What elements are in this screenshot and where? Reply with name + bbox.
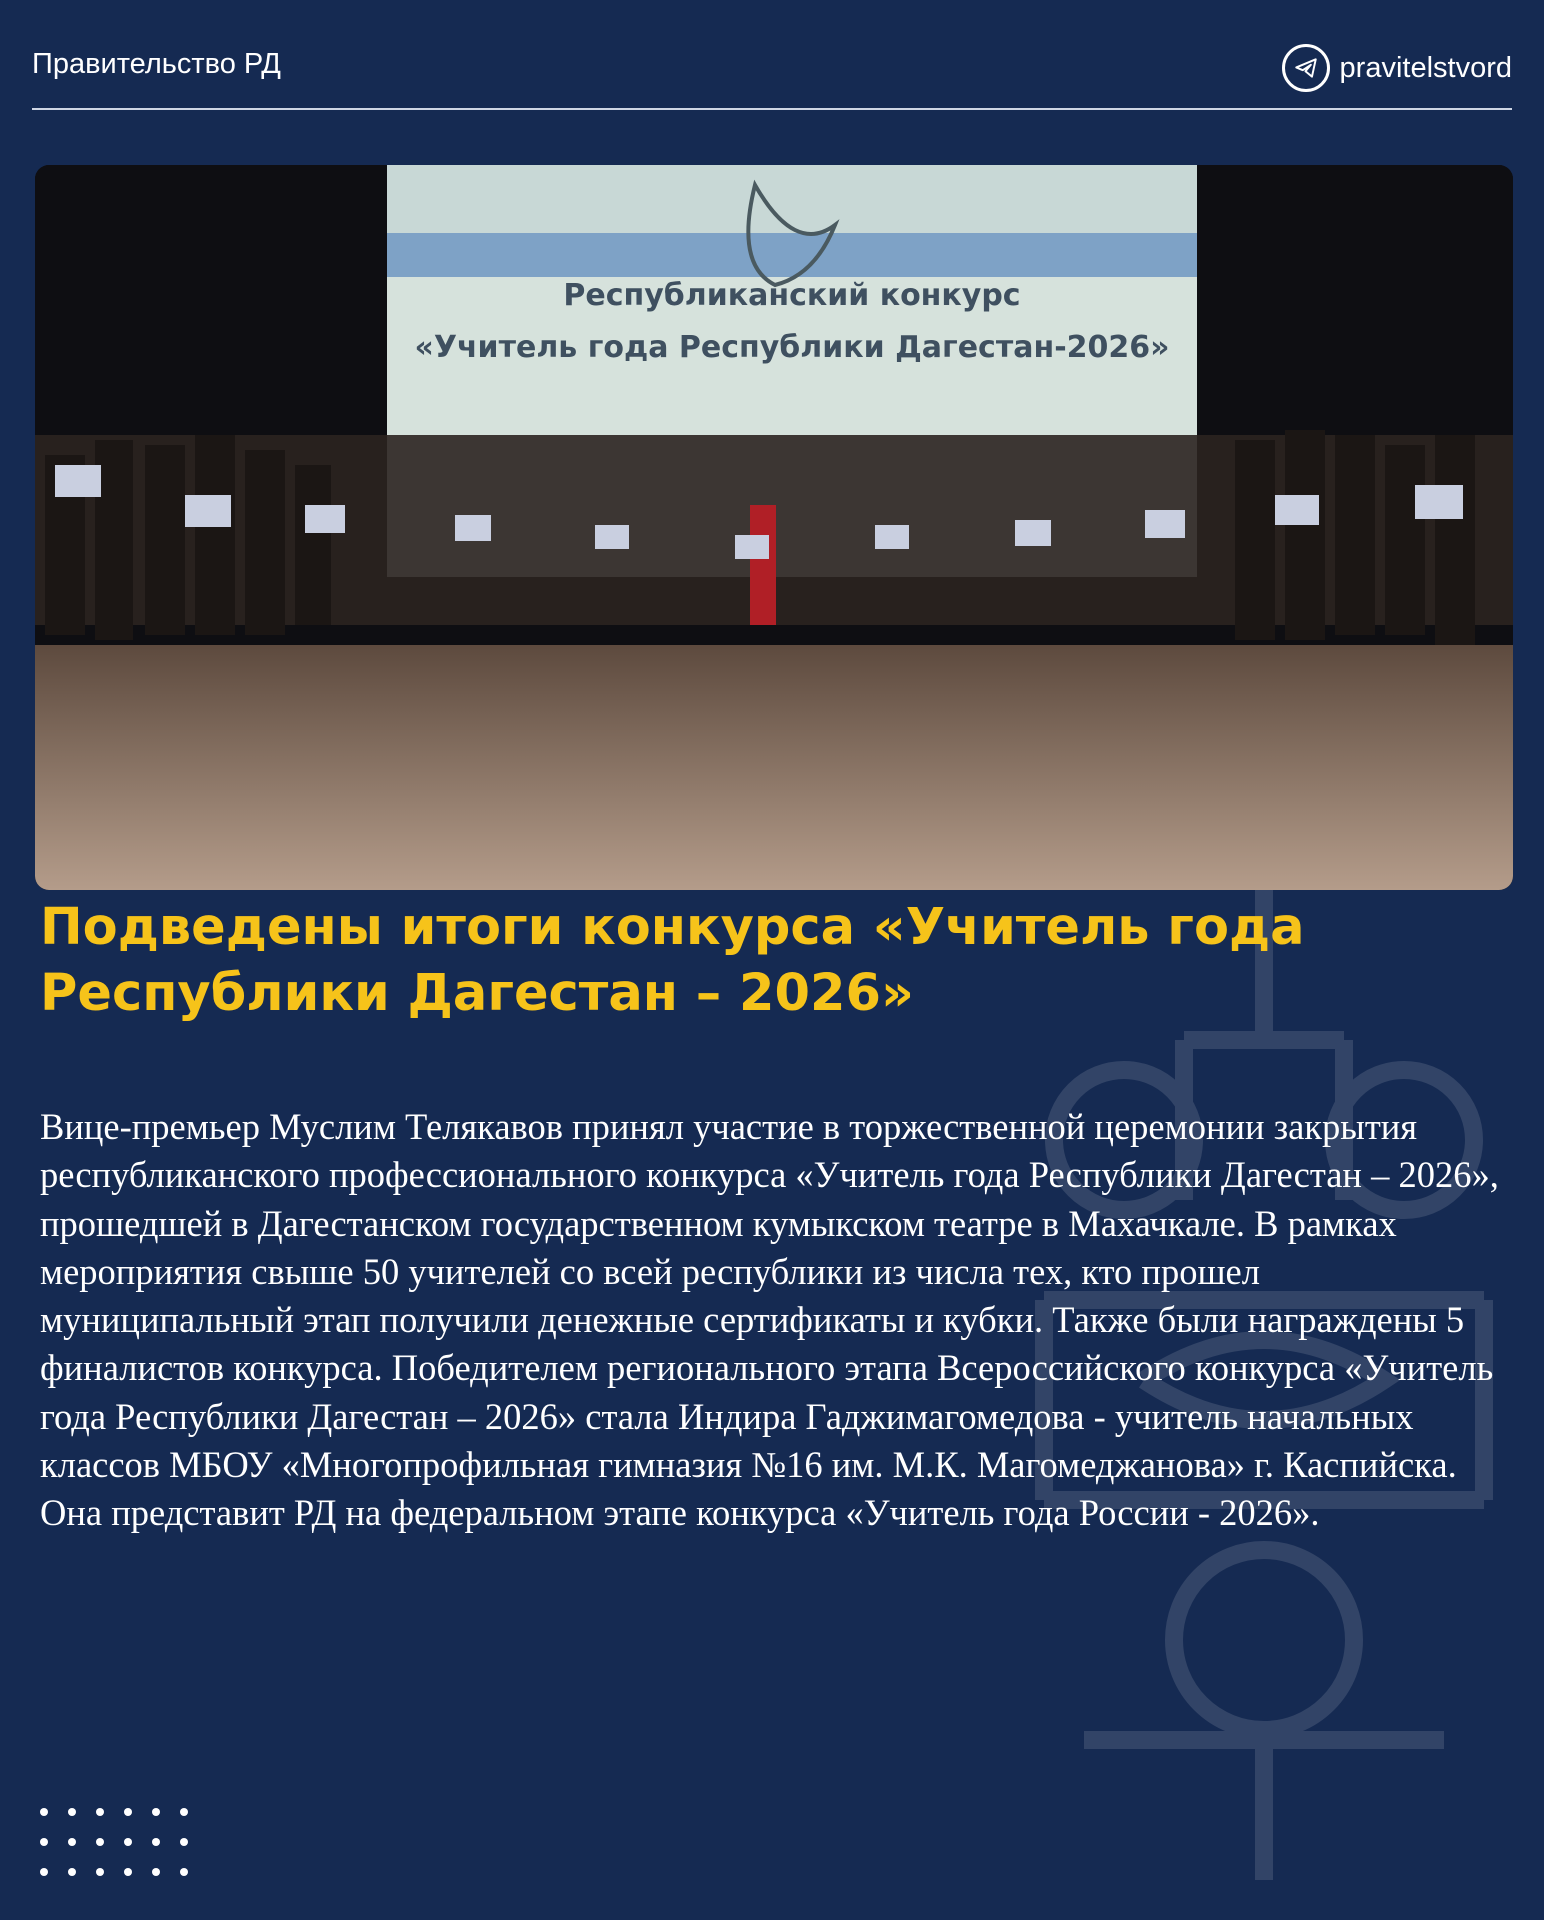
channel-name: pravitelstvord <box>1339 51 1512 84</box>
banner-line-1: Республиканский конкурс <box>563 278 1021 313</box>
group-of-people <box>35 430 1513 645</box>
brand-name: Правительство РД <box>32 48 281 80</box>
channel-link[interactable] <box>1282 44 1512 92</box>
telegram-icon <box>1282 44 1330 92</box>
header <box>32 40 1512 110</box>
article-body: Вице-премьер Муслим Телякавов принял участие в торжественной церемонии закрытия республиканского профессионального конкурса «Учитель года Республики Дагестан – 2026», прошедшей в Дагестанском государственном кумыкском театре в Махачкале. В рамках мероприятия свыше 50 учителей со всей республики из числа тех, кто прошел муниципальный этап получили денежные сертификаты и кубки. Также были награждены 5 финалистов конкурса. Победителем регионального этапа Всероссийского конкурса «Учитель года Республики Дагестан – 2026» стала Индира Гаджимагомедова - учитель начальных классов МБОУ «Многопрофильная гимназия №16 им. М.К. Магомеджанова» г. Каспийска. Она представит РД на федеральном этапе конкурса «Учитель года России - 2026». <box>40 1106 1499 1534</box>
dot-grid-decoration <box>40 1808 188 1876</box>
banner-line-2: «Учитель года Республики Дагестан-2026» <box>414 330 1170 365</box>
event-photo <box>35 165 1513 890</box>
article-headline: Подведены итоги конкурса «Учитель года Республики Дагестан – 2026» <box>40 898 1305 1023</box>
